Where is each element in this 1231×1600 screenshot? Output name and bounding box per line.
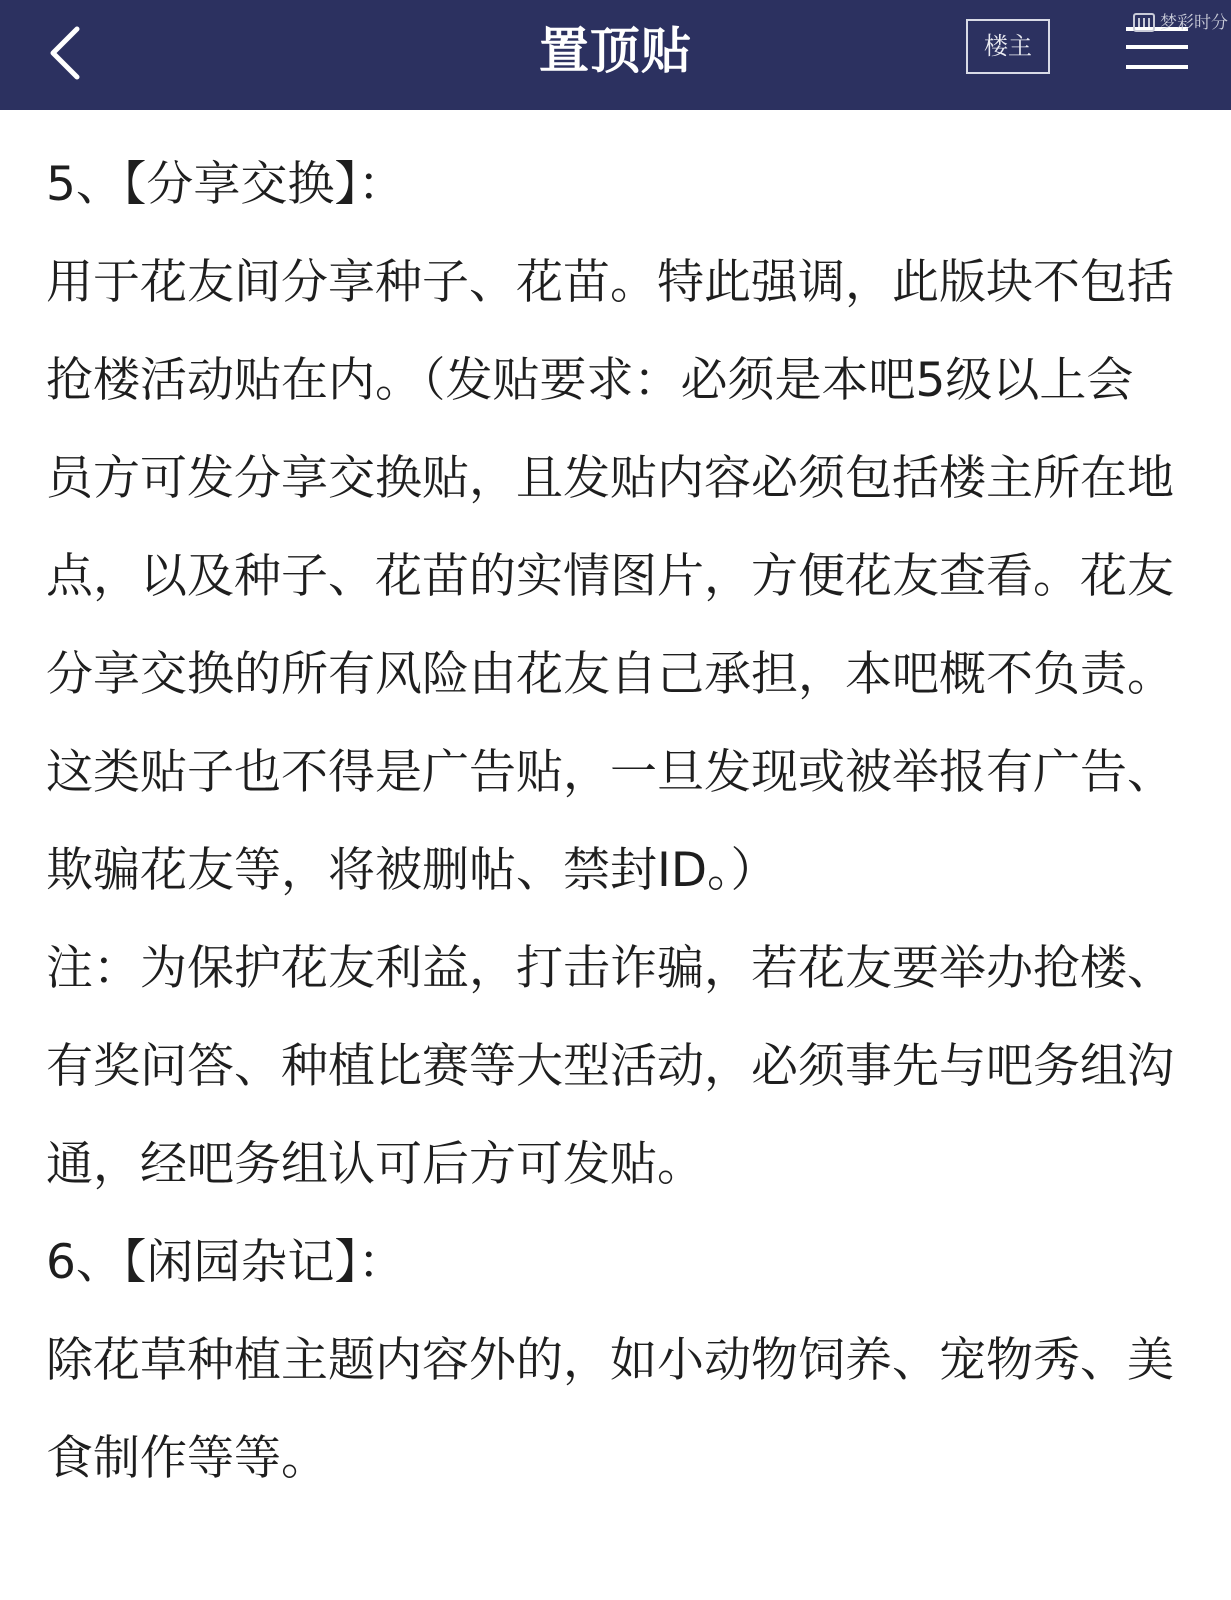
post-content xyxy=(46,136,1178,1508)
hamburger-menu-icon xyxy=(1124,25,1190,75)
top-navigation-bar xyxy=(0,0,1231,110)
section-heading-share-exchange: 5、【分享交换】： xyxy=(46,157,405,212)
back-button[interactable] xyxy=(30,18,100,88)
menu-button[interactable] xyxy=(1124,25,1190,75)
post-paragraph: 用于花友间分享种子、花苗。特此强调，此版块不包括抢楼活动贴在内。（发贴要求：必须是本吧5级以上会员方可发分享交换贴，且发贴内容必须包括楼主所在地点，以及种子、花苗的实情图片，方便花友查看。花友分享交换的所有风险由花友自己承担，本吧概不负责。这类贴子也不得是广告贴，一旦发现或被举报有广告、欺骗花友等，将被删帖、禁封ID。） xyxy=(46,255,1174,898)
watermark-text: 梦彩时分 xyxy=(1160,13,1228,33)
post-note-paragraph: 注：为保护花友利益，打击诈骗，若花友要举办抢楼、有奖问答、种植比赛等大型活动，必须事先与吧务组沟通，经吧务组认可后方可发贴。 xyxy=(46,941,1174,1192)
section-heading-garden-notes: 6、【闲园杂记】： xyxy=(46,1235,405,1290)
post-paragraph: 除花草种植主题内容外的，如小动物饲养、宠物秀、美食制作等等。 xyxy=(46,1333,1174,1486)
owner-only-button[interactable]: 楼主 xyxy=(966,19,1050,74)
page-title: 置顶贴 xyxy=(539,22,692,80)
chevron-left-icon xyxy=(45,23,85,83)
